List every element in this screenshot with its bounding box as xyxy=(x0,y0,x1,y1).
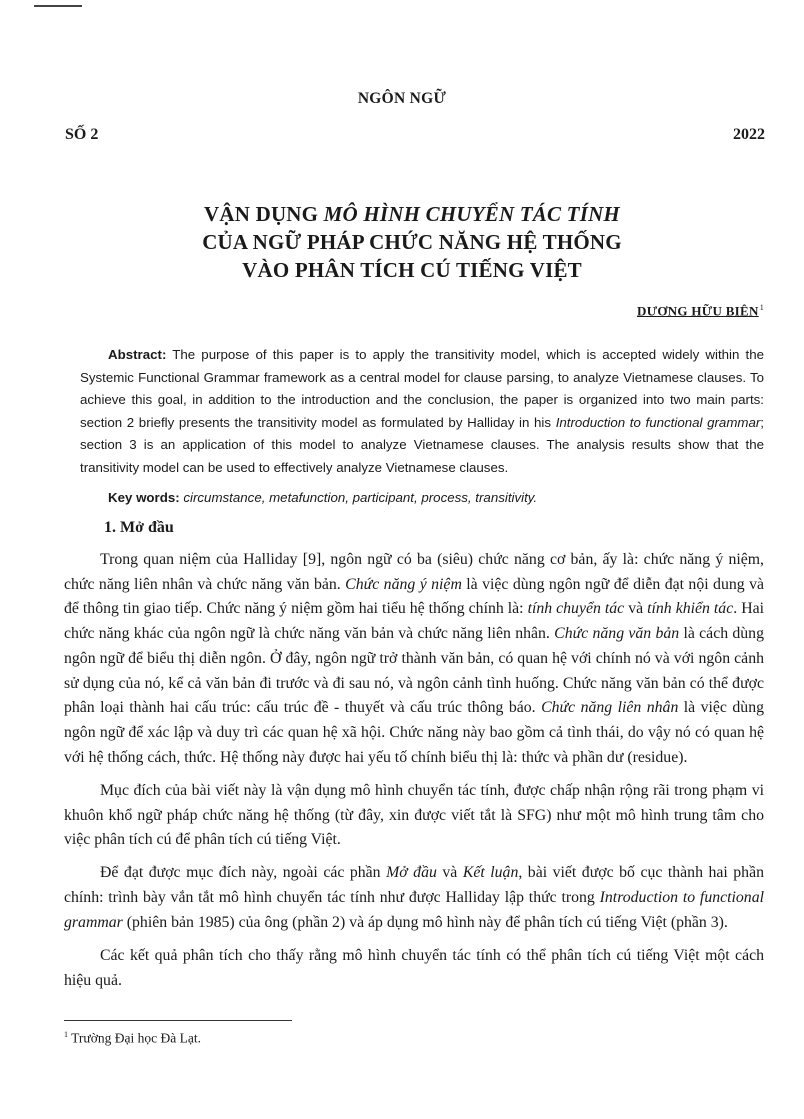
body-paragraph-2: Mục đích của bài viết này là vận dụng mô hình chuyển tác tính, được chấp nhận rộng rãi trong phạm vi khuôn khổ ngữ pháp chức năng hệ thống (từ đây, xin được viết tắt là SFG) như một mô hình trung tâm cho việc phân tích cú để phân tích cú tiếng Việt. xyxy=(64,781,764,849)
body-paragraph-1 xyxy=(64,548,764,770)
title-line-1-plain: VẬN DỤNG xyxy=(204,202,324,226)
p1-seg-k: là việc dùng ngôn ngữ để xác lập và duy trì các quan hệ xã hội. Chức năng này bao gồm cả tình thái, do vậy nó có quan hệ với hệ thống cách, thức. Hệ thống này được hai yếu tố chính biểu thị là: thức và phần dư (residue). xyxy=(64,699,764,766)
p3-seg-a: Để đạt được mục đích này, ngoài các phần xyxy=(100,864,387,882)
p1-seg-i: là cách dùng ngôn ngữ để biểu thị diễn ngôn. Ở đây, ngôn ngữ trở thành văn bản, có quan hệ với chính nó và với ngôn cảnh sử dụng của nó, kể cả văn bản đi trước và đi sau nó, và ngôn cảnh tình huống. Chức năng văn bản có thể được phân loại thành hai cấu trúc: cấu trúc đề - thuyết và cấu trúc thông báo. xyxy=(64,625,764,717)
p3-seg-g: (phiên bản 1985) của ông (phần 2) và áp dụng mô hình này để phân tích cú tiếng Việt (phần 3). xyxy=(122,913,728,931)
title-line-1-italic: MÔ HÌNH CHUYỂN TÁC TÍNH xyxy=(323,202,620,226)
p3-seg-f: Introduction to functional grammar xyxy=(64,889,764,931)
title-line-3: VÀO PHÂN TÍCH CÚ TIẾNG VIỆT xyxy=(242,258,582,282)
p1-seg-j: Chức năng liên nhân xyxy=(541,699,679,717)
author-name xyxy=(637,303,764,319)
body-paragraph-4: Các kết quả phân tích cho thấy rằng mô hình chuyển tác tính có thể phân tích cú tiếng Việt một cách hiệu quả. xyxy=(64,947,764,989)
keywords xyxy=(108,490,764,505)
issue-number: SỐ 2 xyxy=(65,126,99,143)
title-line-2: CỦA NGỮ PHÁP CHỨC NĂNG HỆ THỐNG xyxy=(202,230,622,254)
author-footnote-mark: 1 xyxy=(759,303,764,312)
author-name-text: DƯƠNG HỮU BIÊN xyxy=(637,303,759,319)
footnote xyxy=(64,1030,201,1047)
issue-row xyxy=(65,126,765,146)
abstract-label: Abstract: xyxy=(108,347,167,362)
p3-seg-d: Kết luận xyxy=(462,864,519,882)
abstract-text-1: The purpose of this paper is to apply the transitivity model, which is accepted widely within the Systemic Functional Grammar framework as a central model for clause parsing, to analyze Vietnamese clauses. To achieve this goal, in addition to the introduction and the conclusion, the paper is organized into two main parts: section 2 briefly presents the transitivity model as formulated by Halliday in his xyxy=(80,347,764,430)
body-paragraph-3 xyxy=(64,861,764,935)
p1-seg-e: và xyxy=(624,600,648,618)
abstract xyxy=(80,344,764,480)
p1-seg-f: tính khiển tác xyxy=(647,600,734,618)
p1-seg-h: Chức năng văn bản xyxy=(554,625,680,643)
p1-seg-a: Trong quan niệm của Halliday [9], ngôn ngữ có ba (siêu) chức năng cơ bản, ấy là: chức năng ý niệm, chức năng liên nhân và chức năng văn bản. xyxy=(64,551,764,593)
p1-seg-b: Chức năng ý niệm xyxy=(345,575,462,593)
keywords-label: Key words: xyxy=(108,490,180,505)
abstract-text-2: ; section 3 is an application of this model to analyze Vietnamese clauses. The analysis results show that the transitivity model can be used to effectively analyze Vietnamese clauses. xyxy=(80,414,764,475)
footnote-mark: 1 xyxy=(64,1030,68,1039)
p1-seg-g: . Hai chức năng khác của ngôn ngữ là chức năng văn bản và chức năng liên nhân. xyxy=(64,600,764,643)
journal-name: NGÔN NGỮ xyxy=(357,90,447,107)
p1-seg-c: là việc dùng ngôn ngữ để diễn đạt nội dung và để thông tin giao tiếp. Chức năng ý niệm gồm hai tiểu hệ thống chính là: xyxy=(64,575,764,618)
section-heading: 1. Mở đầu xyxy=(104,519,174,536)
footnote-divider xyxy=(64,1020,292,1021)
abstract-book-title: Introduction to functional grammar xyxy=(555,414,761,430)
keywords-text: circumstance, metafunction, participant, process, transitivity. xyxy=(179,490,538,505)
p3-seg-b: Mở đầu xyxy=(386,864,437,882)
footnote-text: Trường Đại học Đà Lạt. xyxy=(68,1030,201,1046)
p3-seg-c: và xyxy=(436,864,463,882)
issue-year: 2022 xyxy=(733,126,765,143)
top-edge-rule xyxy=(34,5,82,7)
p1-seg-d: tính chuyển tác xyxy=(527,600,625,618)
title-line-1 xyxy=(60,200,764,228)
p3-seg-e: , bài viết được bố cục thành hai phần chính: trình bày vắn tắt mô hình chuyển tác tính như được Halliday lập thức trong xyxy=(64,864,764,907)
body-text xyxy=(64,548,764,1002)
article-title xyxy=(60,200,764,284)
abstract-paragraph xyxy=(80,344,764,480)
